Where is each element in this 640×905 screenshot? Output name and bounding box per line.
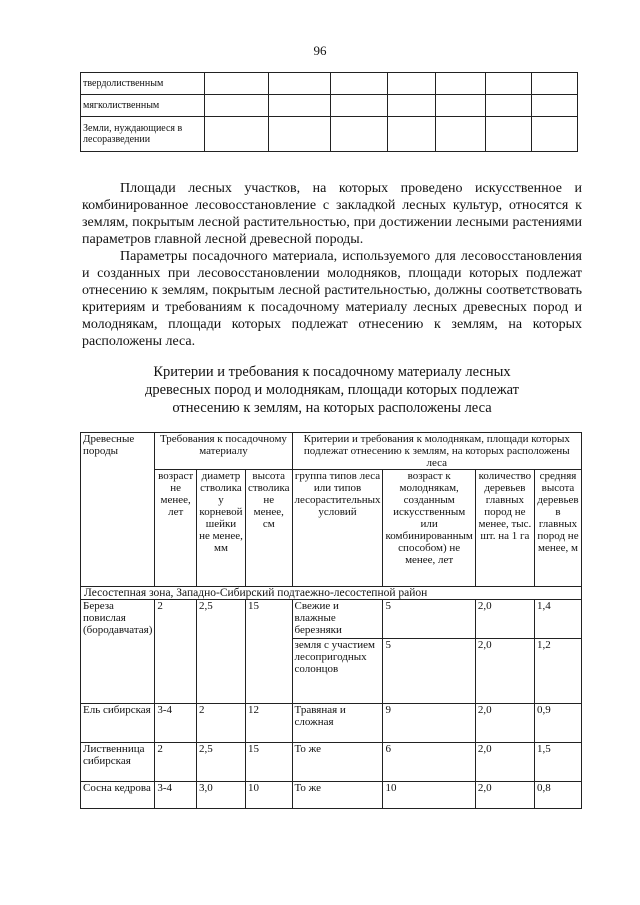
header-age: возраст не менее, лет [155, 470, 197, 587]
count-cell: 2,0 [475, 782, 534, 809]
age-cell: 3-4 [155, 704, 197, 743]
avg-height-cell: 1,4 [534, 600, 581, 639]
header-diameter: диаметр стволика у корневой шейки не менее, мм [196, 470, 245, 587]
paragraph: Параметры посадочного материала, используемого для лесовосстановления и созданных при лесовосстановлении молодняков, площади которых подлежат отнесению к землям, покрытым лесной растительностью, должны соответствовать критериям и требованиям к посадочному материалу лесных древесных пород и молоднякам, площади которых подлежат отнесению к землям, на которых расположены леса. [82, 249, 582, 349]
paragraph: Площади лесных участков, на которых проведено искусственное и комбинированное лесовосстановление с закладкой лесных культур, относятся к землям, покрытым лесной растительностью, при достижении лесными растениями параметров главной лесной древесной породы. [82, 181, 582, 247]
height-cell: 15 [245, 743, 292, 782]
avg-height-cell: 1,2 [534, 639, 581, 704]
age-cell: 2 [155, 600, 197, 704]
species-cell: Сосна кедрова [81, 782, 155, 809]
height-cell: 15 [245, 600, 292, 704]
species-cell: Лиственница сибирская [81, 743, 155, 782]
top-table [80, 72, 578, 152]
row-label: Земли, нуждающиеся в лесоразведении [81, 117, 205, 152]
row-label: мягколиственным [81, 95, 205, 117]
age-cell: 2 [155, 743, 197, 782]
count-cell: 2,0 [475, 600, 534, 639]
table-row [81, 743, 582, 782]
table-row [81, 95, 578, 117]
height-cell: 12 [245, 704, 292, 743]
avg-height-cell: 0,9 [534, 704, 581, 743]
table-row [81, 782, 582, 809]
count-cell: 2,0 [475, 743, 534, 782]
avg-height-cell: 1,5 [534, 743, 581, 782]
page-number: 96 [313, 43, 327, 58]
young-age-cell: 9 [383, 704, 475, 743]
forest-cell: То же [292, 743, 383, 782]
header-tree-count: количество деревьев главных пород не менее, тыс. шт. на 1 га [475, 470, 534, 587]
caption-line: древесных пород и молоднякам, площади которых подлежат [144, 382, 519, 398]
forest-cell: Травяная и сложная [292, 704, 383, 743]
header-species: Древесные породы [81, 433, 155, 587]
header-height: высота стволика не менее, см [245, 470, 292, 587]
table-row [81, 704, 582, 743]
header-row [81, 433, 582, 470]
young-age-cell: 5 [383, 639, 475, 704]
diameter-cell: 2,5 [196, 743, 245, 782]
species-cell: Ель сибирская [81, 704, 155, 743]
young-age-cell: 5 [383, 600, 475, 639]
young-age-cell: 6 [383, 743, 475, 782]
species-cell: Береза повислая (бородавчатая) [81, 600, 155, 704]
header-planting-material: Требования к посадочному материалу [155, 433, 292, 470]
forest-cell: Свежие и влажные березняки [292, 600, 383, 639]
age-cell: 3-4 [155, 782, 197, 809]
young-age-cell: 10 [383, 782, 475, 809]
diameter-cell: 2,5 [196, 600, 245, 704]
zone-row [81, 587, 582, 600]
avg-height-cell: 0,8 [534, 782, 581, 809]
table-row [81, 117, 578, 152]
forest-cell: земля с участием лесопригодных солонцов [292, 639, 383, 704]
caption-line: отнесению к землям, на которых расположены леса [172, 400, 492, 416]
table-row [81, 73, 578, 95]
header-young-stands: Критерии и требования к молоднякам, площади которых подлежат отнесению к землям, на которых расположены леса [292, 433, 581, 470]
header-young-age: возраст к молоднякам, созданным искусственным или комбинированным способом) не менее, лет [383, 470, 475, 587]
forest-cell: То же [292, 782, 383, 809]
body-text [82, 180, 582, 350]
table-caption [82, 363, 582, 417]
count-cell: 2,0 [475, 639, 534, 704]
zone-label: Лесостепная зона, Западно-Сибирский подтаежно-лесостепной район [81, 587, 582, 600]
diameter-cell: 2 [196, 704, 245, 743]
diameter-cell: 3,0 [196, 782, 245, 809]
count-cell: 2,0 [475, 704, 534, 743]
table-row [81, 600, 582, 639]
row-label: твердолиственным [81, 73, 205, 95]
header-avg-height: средняя высота деревьев в главных пород не менее, м [534, 470, 581, 587]
header-forest-type: группа типов леса или типов лесорастительных условий [292, 470, 383, 587]
caption-line: Критерии и требования к посадочному материалу лесных [153, 364, 511, 380]
criteria-table [80, 432, 582, 809]
height-cell: 10 [245, 782, 292, 809]
header-row [81, 470, 582, 587]
